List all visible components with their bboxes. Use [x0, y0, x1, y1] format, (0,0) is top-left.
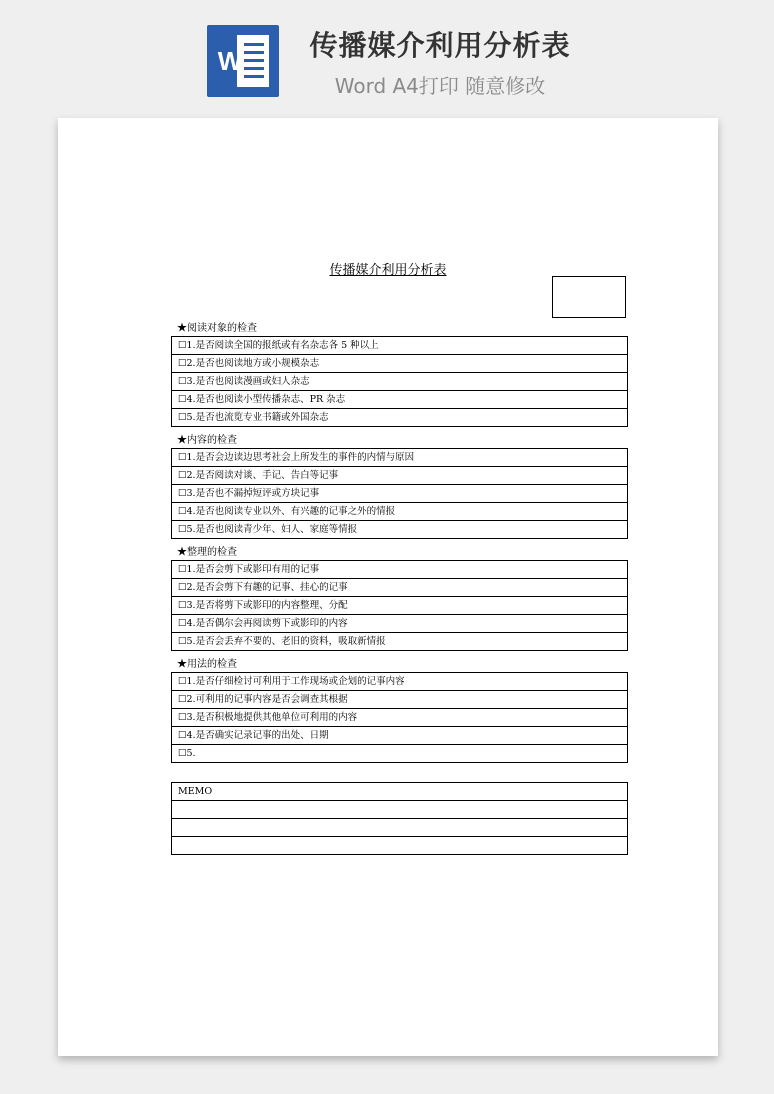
word-letter: W: [217, 46, 243, 76]
memo-table: [171, 782, 628, 855]
checklist-item[interactable]: ☐3.是否积极地提供其他单位可利用的内容: [172, 708, 627, 726]
memo-label: MEMO: [178, 786, 213, 797]
section-heading: ★整理的检查: [177, 547, 237, 558]
checklist-item[interactable]: ☐1.是否阅读全国的报纸或有名杂志各 5 种以上: [178, 340, 379, 351]
header-title: 传播媒介利用分析表: [309, 29, 571, 62]
checklist-item[interactable]: ☐4.是否偶尔会再阅读剪下或影印的内容: [172, 614, 627, 632]
page-header: [0, 0, 774, 118]
checklist-item[interactable]: ☐4.是否也阅读专业以外、有兴趣的记事之外的情报: [172, 502, 627, 520]
section-content: [171, 433, 628, 539]
checklist-item[interactable]: ☐4.是否确实记录记事的出处、日期: [172, 726, 627, 744]
section-usage: [171, 657, 628, 763]
checklist-item[interactable]: ☐2.可利用的记事内容是否会调查其根据: [172, 690, 627, 708]
checklist-item[interactable]: ☐2.是否也阅读地方或小规模杂志: [172, 354, 627, 372]
stamp-box: [552, 276, 626, 318]
section-reading-targets: [171, 321, 628, 427]
header-subtitle: Word A4打印 随意修改: [334, 74, 546, 98]
checklist-item[interactable]: ☐1.是否会边读边思考社会上所发生的事件的内情与原因: [178, 452, 415, 463]
word-document-icon: [207, 25, 279, 97]
memo-line[interactable]: [172, 836, 627, 854]
checklist-item[interactable]: ☐4.是否也阅读小型传播杂志、PR 杂志: [172, 390, 627, 408]
section-heading: ★阅读对象的检查: [177, 323, 257, 334]
checklist-item[interactable]: ☐3.是否也阅读漫画或妇人杂志: [172, 372, 627, 390]
checklist-item[interactable]: ☐5.是否也流览专业书籍或外国杂志: [172, 408, 627, 426]
section-heading: ★用法的检查: [177, 659, 237, 670]
section-heading: ★内容的检查: [177, 435, 237, 446]
checklist-item[interactable]: ☐1.是否仔细检讨可利用于工作现场或企划的记事内容: [178, 676, 405, 687]
memo-line[interactable]: [172, 818, 627, 836]
checklist-box: [171, 672, 628, 763]
section-organizing: [171, 545, 628, 651]
checklist-item[interactable]: ☐2.是否阅读对谈、手记、告白等记事: [172, 466, 627, 484]
checklist-box: [171, 560, 628, 651]
checklist-item[interactable]: ☐5.是否会丢弃不要的、老旧的资料，吸取新情报: [172, 632, 627, 650]
checklist-box: [171, 448, 628, 539]
checklist-item[interactable]: ☐3.是否也不漏掉短评或方块记事: [172, 484, 627, 502]
memo-box: [171, 782, 628, 855]
document-title: 传播媒介利用分析表: [329, 263, 447, 278]
checklist-box: [171, 336, 628, 427]
checklist-item[interactable]: ☐3.是否将剪下或影印的内容整理、分配: [172, 596, 627, 614]
checklist-item[interactable]: ☐2.是否会剪下有趣的记事、挂心的记事: [172, 578, 627, 596]
document-page: [58, 118, 718, 1056]
checklist-item[interactable]: ☐5.是否也阅读青少年、妇人、家庭等情报: [172, 520, 627, 538]
checklist-item[interactable]: ☐1.是否会剪下或影印有用的记事: [178, 564, 320, 575]
checklist-item[interactable]: ☐5.: [172, 744, 627, 762]
memo-line[interactable]: [172, 800, 627, 818]
